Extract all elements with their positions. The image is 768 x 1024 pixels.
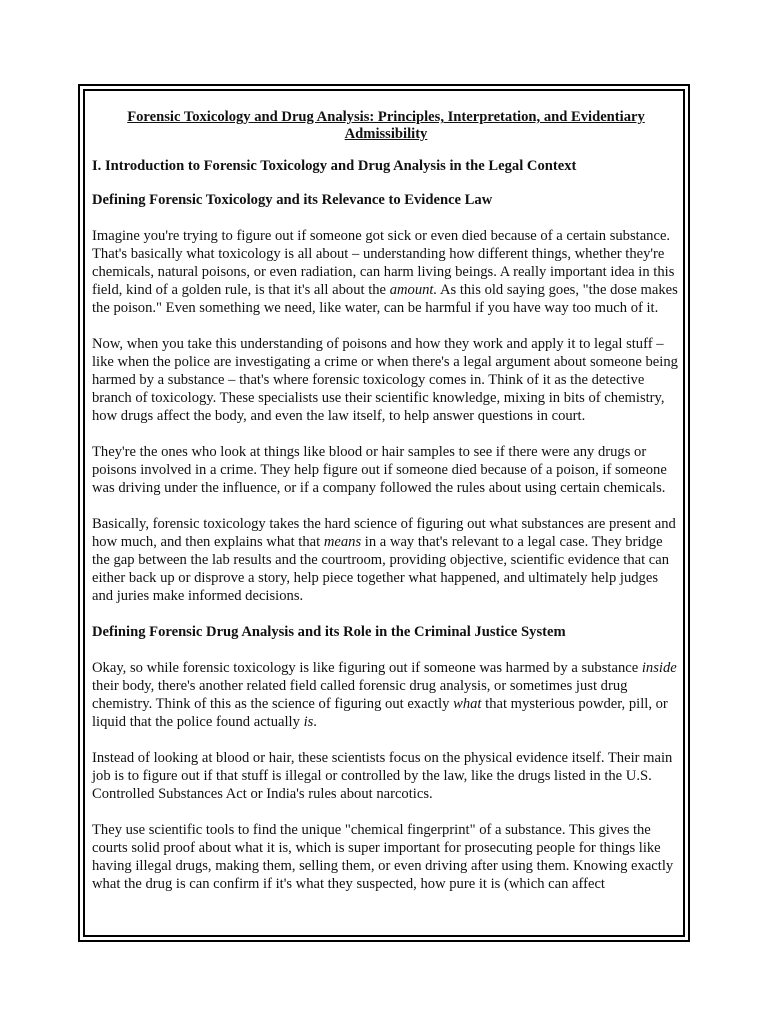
page-border-inner xyxy=(83,89,685,937)
subheading-forensic-drug-analysis: Defining Forensic Drug Analysis and its Role in the Criminal Justice System xyxy=(92,624,566,640)
paragraph-samples: They're the ones who look at things like blood or hair samples to see if there were any drugs or poisons involved in a crime. They help figure out if someone died because of a poison, if someone was driving under the influence, or if a company followed the rules about using certain chemicals. xyxy=(92,444,667,496)
paragraph-physical-evidence: Instead of looking at blood or hair, these scientists focus on the physical evidence itself. Their main job is to figure out if that stuff is illegal or controlled by the law, like the drugs listed in the U.S. Controlled Substances Act or India's rules about narcotics. xyxy=(92,750,673,802)
paragraph-bridge-gap: Basically, forensic toxicology takes the hard science of figuring out what substances are present and how much, and then explains what that means in a way that's relevant to a legal case. They bridge the gap between the lab results and the courtroom, providing objective, scientific evidence that can either back up or disprove a story, help piece together what happened, and ultimately help judges and juries make informed decisions. xyxy=(92,516,676,604)
section-heading-introduction: I. Introduction to Forensic Toxicology and Drug Analysis in the Legal Context xyxy=(92,158,577,174)
document-body xyxy=(92,109,680,911)
paragraph-chemical-fingerprint: They use scientific tools to find the unique "chemical fingerprint" of a substance. This gives the courts solid proof about what it is, which is super important for prosecuting people for things like having illegal drugs, making them, selling them, or even driving after using them. Knowing exactly what the drug is can confirm if it's what they suspected, how pure it is (which can affect xyxy=(92,822,674,892)
document-title: Forensic Toxicology and Drug Analysis: Principles, Interpretation, and Evidentiary Admissibility xyxy=(127,109,645,142)
paragraph-toxicology-intro: Imagine you're trying to figure out if someone got sick or even died because of a certain substance. That's basically what toxicology is all about – understanding how different things, whether they're chemicals, natural poisons, or even radiation, can harm living beings. A really important idea in this field, kind of a golden rule, is that it's all about the amount. As this old saying goes, "the dose makes the poison." Even something we need, like water, can be harmful if you have way too much of it. xyxy=(92,228,678,316)
paragraph-drug-analysis-intro: Okay, so while forensic toxicology is like figuring out if someone was harmed by a substance inside their body, there's another related field called forensic drug analysis, or sometimes just drug chemistry. Think of this as the science of figuring out exactly what that mysterious powder, pill, or liquid that the police found actually is. xyxy=(92,660,677,730)
page-border-outer xyxy=(78,84,690,942)
paragraph-forensic-toxicology-legal: Now, when you take this understanding of poisons and how they work and apply it to legal stuff – like when the police are investigating a crime or when there's a legal argument about someone being harmed by a substance – that's where forensic toxicology comes in. Think of it as the detective branch of toxicology. These specialists use their scientific knowledge, mixing in bits of chemistry, how drugs affect the body, and even the law itself, to help answer questions in court. xyxy=(92,336,678,424)
subheading-forensic-toxicology: Defining Forensic Toxicology and its Relevance to Evidence Law xyxy=(92,192,493,208)
